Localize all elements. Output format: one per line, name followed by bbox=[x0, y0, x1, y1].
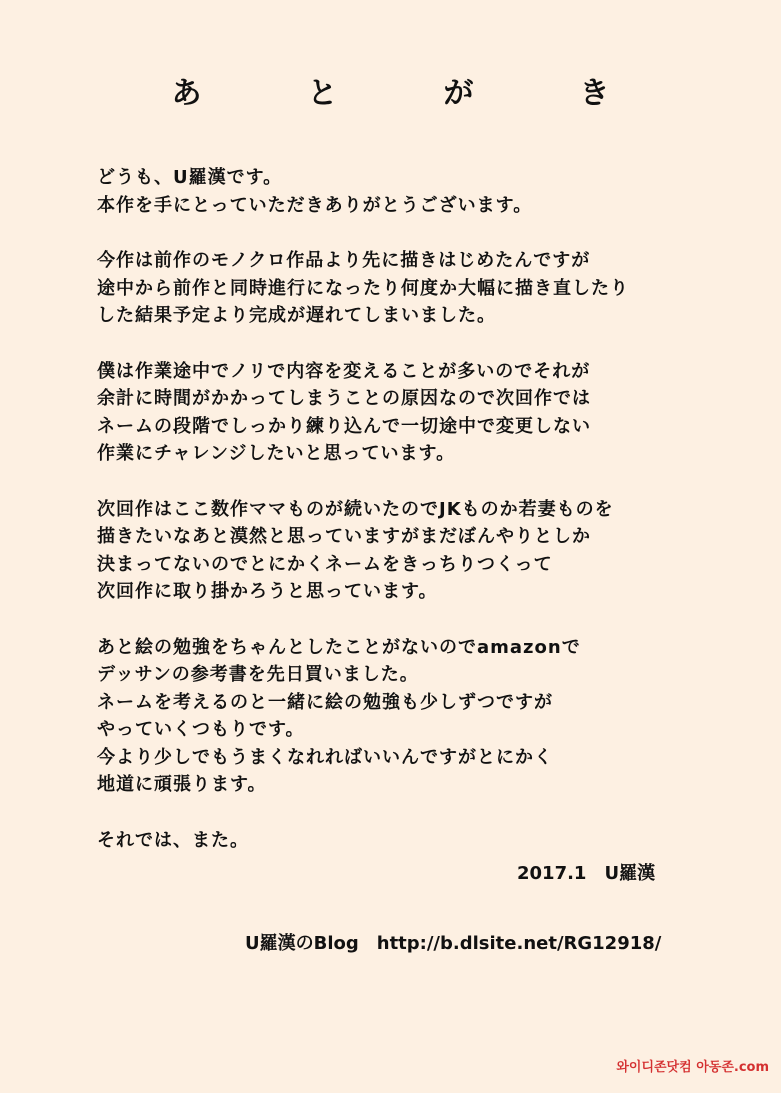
text-line: ネームを考えるのと一緒に絵の勉強も少しずつですが bbox=[97, 691, 553, 713]
afterword-body bbox=[97, 164, 737, 882]
page-title: あ と が き bbox=[171, 76, 648, 111]
text-line: それでは、また。 bbox=[97, 829, 249, 851]
text-line: 余計に時間がかかってしまうことの原因なので次回作では bbox=[97, 388, 591, 409]
text-line: 作業にチャレンジしたいと思っています。 bbox=[97, 443, 456, 464]
date-signature: 2017.1 U羅漢 bbox=[517, 863, 656, 884]
text-line: どうも、U羅漢です。 bbox=[97, 167, 283, 188]
text-line: 次回作はここ数作ママものが続いたのでJKものか若妻ものを bbox=[97, 498, 614, 520]
text-line: 決まってないのでとにかくネームをきっちりつくって bbox=[97, 553, 553, 575]
text-line: 地道に頑張ります。 bbox=[97, 774, 267, 795]
text-line: した結果予定より完成が遅れてしまいました。 bbox=[97, 305, 496, 326]
text-line: 描きたいなあと漠然と思っていますがまだぼんやりとしか bbox=[97, 526, 591, 547]
text-line: デッサンの参考書を先日買いました。 bbox=[97, 664, 419, 685]
paragraph bbox=[97, 634, 737, 799]
text-line: やっていくつもりです。 bbox=[97, 719, 305, 740]
text-line: 本作を手にとっていただきありがとうございます。 bbox=[97, 194, 533, 216]
text-line: 途中から前作と同時進行になったり何度か大幅に描き直したり bbox=[97, 277, 629, 299]
paragraph bbox=[97, 164, 737, 219]
paragraph bbox=[97, 496, 737, 606]
paragraph bbox=[97, 358, 737, 468]
paragraph bbox=[97, 247, 737, 330]
text-line: 今より少しでもうまくなれればいいんですがとにかく bbox=[97, 746, 553, 768]
watermark-text: 와이디존닷컴 아동존.com bbox=[616, 1060, 769, 1075]
text-line: 今作は前作のモノクロ作品より先に描きはじめたんですが bbox=[97, 250, 591, 271]
text-line: あと絵の勉強をちゃんとしたことがないのでamazonで bbox=[97, 636, 581, 658]
text-line: ネームの段階でしっかり練り込んで一切途中で変更しない bbox=[97, 415, 591, 437]
paragraph bbox=[97, 827, 737, 855]
text-line: 僕は作業途中でノリで内容を変えることが多いのでそれが bbox=[97, 360, 591, 382]
blog-link-line[interactable]: U羅漢のBlog http://b.dlsite.net/RG12918/ bbox=[245, 933, 662, 954]
text-line: 次回作に取り掛かろうと思っています。 bbox=[97, 581, 438, 602]
